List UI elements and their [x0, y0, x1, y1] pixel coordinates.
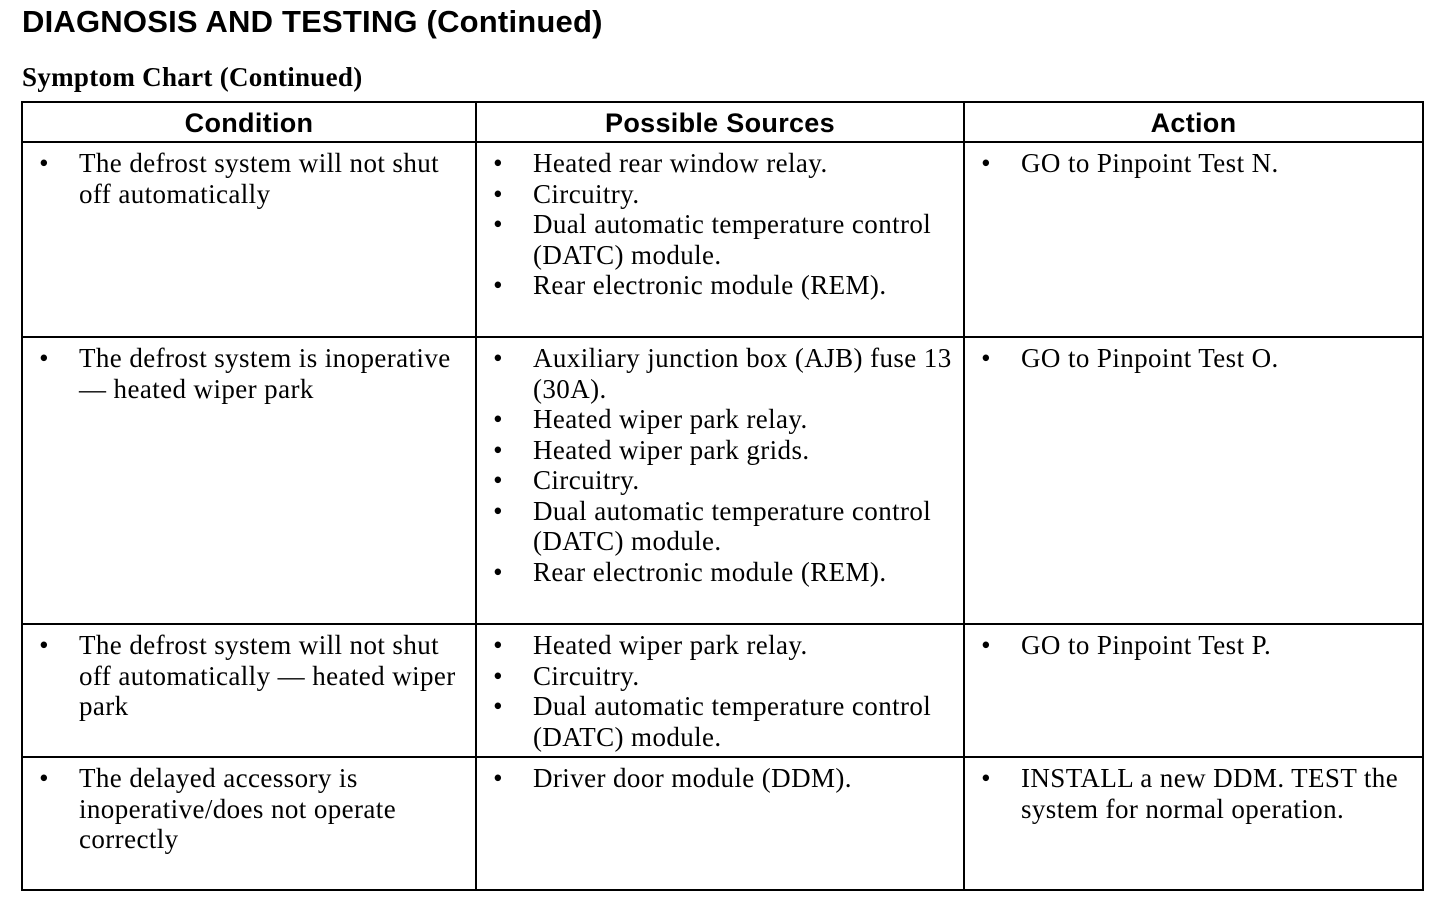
source-text: Heated wiper park grids.: [533, 434, 810, 465]
bullet-icon: •: [493, 148, 503, 178]
bullet-icon: •: [493, 209, 503, 239]
list-item: [477, 465, 963, 496]
action-text: INSTALL a new DDM. TEST the system for normal operation.: [1021, 763, 1399, 824]
source-text: Circuitry.: [533, 660, 640, 691]
symptom-chart-table: [21, 101, 1424, 891]
source-text: Circuitry.: [533, 465, 640, 495]
list-item: [477, 661, 963, 692]
action-cell: [964, 142, 1423, 337]
bullet-icon: •: [493, 495, 503, 526]
source-text: Heated rear window relay.: [533, 148, 828, 178]
list-item: [477, 557, 963, 588]
bullet-icon: •: [493, 404, 503, 434]
bullet-icon: •: [493, 434, 503, 465]
bullet-icon: •: [981, 630, 991, 660]
source-text: Heated wiper park relay.: [533, 404, 808, 434]
sources-cell: [476, 337, 964, 624]
condition-cell: [22, 757, 476, 890]
bullet-icon: •: [981, 343, 991, 373]
bullet-icon: •: [39, 148, 49, 178]
chart-title: Symptom Chart (Continued): [22, 62, 363, 92]
source-text: Circuitry.: [533, 178, 640, 209]
bullet-icon: •: [39, 763, 49, 793]
list-item: [965, 148, 1422, 179]
list-item: [477, 435, 963, 466]
list-item: [477, 179, 963, 210]
list-item: [23, 763, 475, 855]
bullet-icon: •: [493, 465, 503, 495]
bullet-icon: •: [493, 270, 503, 300]
sources-cell: [476, 142, 964, 337]
source-text: Auxiliary junction box (AJB) fuse 13 (30A).: [533, 343, 952, 404]
list-item: [477, 691, 963, 752]
table-header-row: [22, 102, 1423, 142]
action-cell: [964, 624, 1423, 757]
list-item: [477, 209, 963, 270]
sources-cell: [476, 757, 964, 890]
bullet-icon: •: [493, 556, 503, 587]
action-cell: [964, 757, 1423, 890]
column-header-possible-sources: Possible Sources: [476, 102, 964, 142]
table-row: [22, 142, 1423, 337]
list-item: [23, 148, 475, 209]
bullet-icon: •: [493, 630, 503, 660]
condition-text: The defrost system is inoperative — heated wiper park: [79, 343, 451, 404]
source-text: Heated wiper park relay.: [533, 630, 808, 660]
condition-cell: [22, 624, 476, 757]
source-text: Driver door module (DDM).: [533, 763, 852, 793]
action-text: GO to Pinpoint Test P.: [1021, 630, 1272, 660]
list-item: [23, 343, 475, 404]
condition-text: The defrost system will not shut off automatically — heated wiper park: [79, 630, 456, 721]
bullet-icon: •: [493, 691, 503, 721]
column-header-action: Action: [964, 102, 1423, 142]
list-item: [477, 404, 963, 435]
sources-cell: [476, 624, 964, 757]
condition-text: The delayed accessory is inoperative/does not operate correctly: [79, 763, 397, 854]
bullet-icon: •: [39, 630, 49, 660]
list-item: [965, 630, 1422, 661]
condition-cell: [22, 337, 476, 624]
list-item: [477, 763, 963, 794]
list-item: [477, 630, 963, 661]
bullet-icon: •: [493, 763, 503, 793]
table-row: [22, 337, 1423, 624]
list-item: [965, 343, 1422, 374]
source-text: Dual automatic temperature control (DATC) module.: [533, 495, 932, 556]
source-text: Dual automatic temperature control (DATC) module.: [533, 209, 932, 270]
action-text: GO to Pinpoint Test O.: [1021, 343, 1279, 373]
source-text: Rear electronic module (REM).: [533, 270, 887, 300]
condition-cell: [22, 142, 476, 337]
list-item: [477, 270, 963, 301]
condition-text: The defrost system will not shut off automatically: [79, 148, 440, 209]
action-text: GO to Pinpoint Test N.: [1021, 148, 1279, 178]
list-item: [477, 343, 963, 404]
bullet-icon: •: [493, 178, 503, 209]
table-row: [22, 624, 1423, 757]
bullet-icon: •: [493, 660, 503, 691]
list-item: [477, 148, 963, 179]
list-item: [477, 496, 963, 557]
table-row: [22, 757, 1423, 890]
bullet-icon: •: [981, 148, 991, 178]
list-item: [23, 630, 475, 722]
bullet-icon: •: [981, 763, 991, 793]
action-cell: [964, 337, 1423, 624]
source-text: Dual automatic temperature control (DATC) module.: [533, 691, 932, 752]
bullet-icon: •: [493, 343, 503, 373]
list-item: [965, 763, 1422, 824]
section-title: DIAGNOSIS AND TESTING (Continued): [22, 4, 603, 39]
source-text: Rear electronic module (REM).: [533, 556, 887, 587]
column-header-condition: Condition: [22, 102, 476, 142]
bullet-icon: •: [39, 343, 49, 373]
